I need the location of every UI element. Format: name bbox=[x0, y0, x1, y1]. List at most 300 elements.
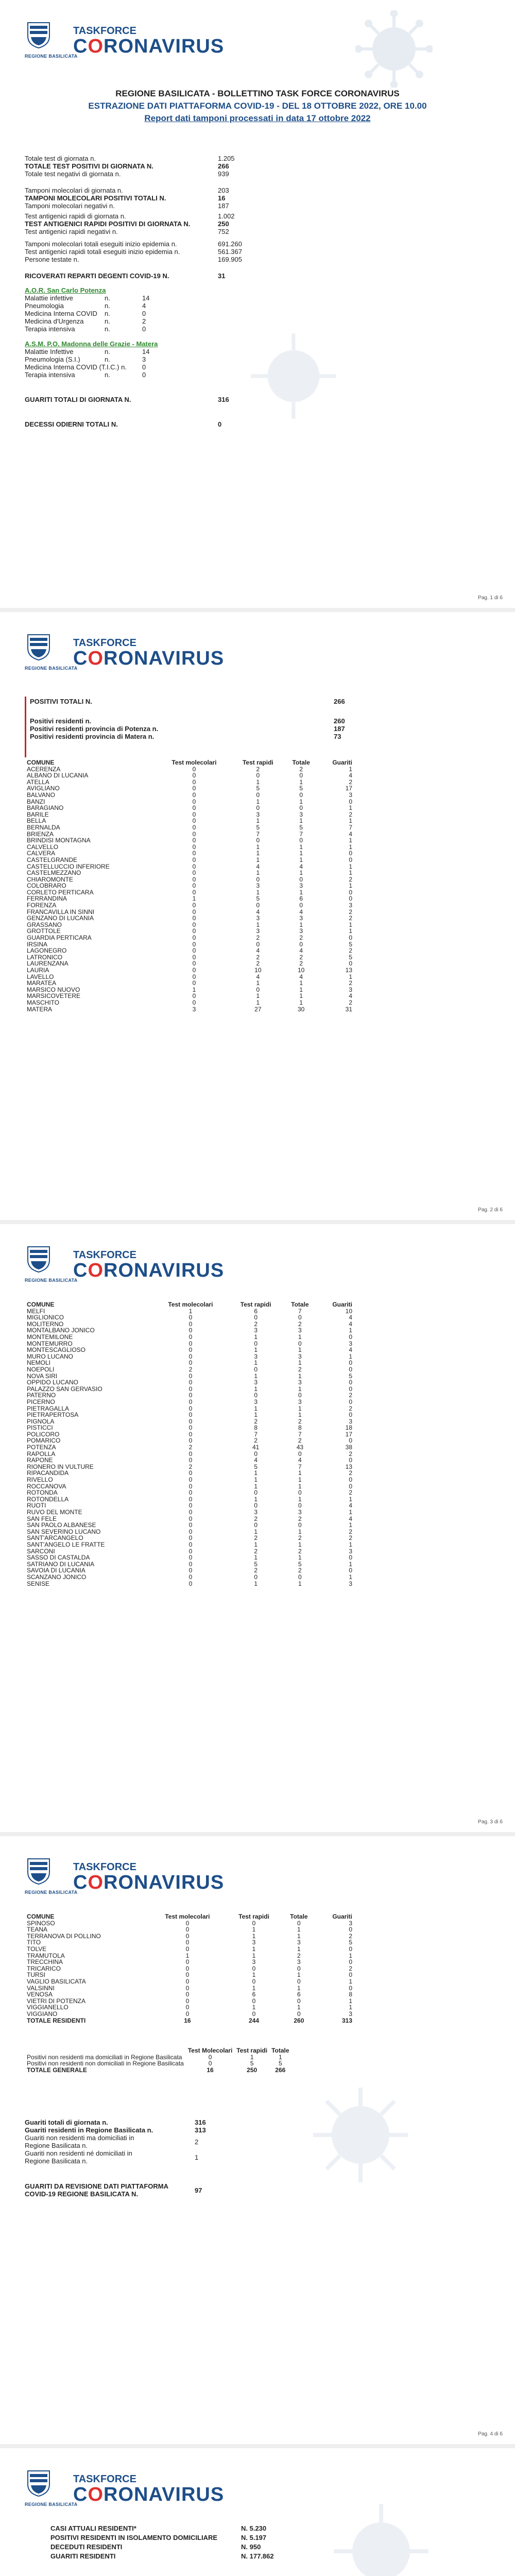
table-cell: 0 bbox=[185, 1984, 190, 1992]
table-cell: PALAZZO SAN GERVASIO bbox=[27, 1385, 102, 1393]
table-cell: 1 bbox=[349, 1352, 352, 1360]
table-cell: BERNALDA bbox=[27, 823, 60, 831]
taskforce-label: TASKFORCE bbox=[73, 25, 136, 37]
table-row bbox=[25, 837, 354, 844]
table-cell: 3 bbox=[349, 1547, 352, 1555]
table-cell: 0 bbox=[188, 1489, 193, 1497]
table-cell: 0 bbox=[299, 902, 303, 909]
table-cell: 244 bbox=[249, 2016, 260, 2024]
table-cell: 0 bbox=[254, 1450, 258, 1458]
table-cell: 2 bbox=[297, 1952, 301, 1959]
report-title-block bbox=[0, 88, 515, 125]
table-cell: 1 bbox=[254, 1482, 258, 1490]
table-cell: 0 bbox=[298, 1392, 302, 1399]
report-header bbox=[25, 22, 225, 63]
column-header: COMUNE bbox=[27, 1301, 55, 1308]
table-cell: CASTELMEZZANO bbox=[27, 869, 81, 877]
table-row bbox=[25, 1998, 354, 2005]
table-cell: 0 bbox=[349, 895, 352, 903]
table-cell: 0 bbox=[185, 1991, 190, 1998]
table-cell: 0 bbox=[256, 837, 260, 844]
table-row bbox=[25, 1991, 354, 1998]
table-cell: 0 bbox=[349, 1971, 352, 1979]
table-cell: 1 bbox=[349, 1509, 352, 1516]
taskforce-logo bbox=[73, 1250, 224, 1281]
region-label: REGIONE BASILICATA bbox=[25, 1890, 78, 1895]
table-cell: 0 bbox=[185, 2004, 190, 2011]
table-cell: 2 bbox=[254, 1417, 258, 1425]
table-cell: 2 bbox=[254, 1567, 258, 1574]
rapid-test-stats: Test antigenici rapidi di giornata n. 1.002 TEST ANTIGENICI RAPIDI POSITIVI DI GIORNATA N. 250 Test antigenici rapidi negativi n. 752 bbox=[25, 212, 235, 235]
table-cell: MURO LUCANO bbox=[27, 1352, 74, 1360]
table-cell: 0 bbox=[349, 1365, 352, 1373]
table-cell: 5 bbox=[250, 2060, 254, 2067]
table-cell: 1 bbox=[299, 992, 303, 1000]
table-row bbox=[25, 1581, 354, 1587]
table-cell: 1 bbox=[349, 869, 352, 877]
table-cell: 30 bbox=[298, 1005, 305, 1013]
table-header-row bbox=[25, 1301, 354, 1308]
table-cell: 1 bbox=[298, 1359, 302, 1367]
table-cell: 2 bbox=[298, 1534, 302, 1542]
recovered-breakdown: Guariti totali di giornata n. 316 Guariti residenti in Regione Basilicata n. 313 Guariti non residenti ma domiciliati in Regione Basilicata n. 2 Guariti non residenti né domiciliati in Regione Basilicata n. 1 bbox=[25, 2119, 206, 2165]
table-cell: 0 bbox=[188, 1515, 193, 1522]
table-cell: 2 bbox=[299, 960, 303, 968]
table-cell: 0 bbox=[349, 798, 352, 805]
table-cell: 1 bbox=[297, 1945, 301, 1953]
table-cell: 7 bbox=[256, 830, 260, 838]
column-header: COMUNE bbox=[27, 1913, 55, 1920]
table-cell: 0 bbox=[192, 927, 196, 935]
table-cell: 0 bbox=[188, 1392, 193, 1399]
table-row bbox=[25, 954, 354, 961]
table-row bbox=[25, 1978, 354, 1985]
table-cell: 2 bbox=[349, 875, 352, 883]
table-cell: 4 bbox=[256, 973, 260, 980]
table-cell: 7 bbox=[254, 1430, 258, 1438]
table-cell: 5 bbox=[299, 823, 303, 831]
column-header: Totale bbox=[292, 759, 310, 766]
table-cell: 0 bbox=[349, 1385, 352, 1393]
table-cell: 0 bbox=[185, 1997, 190, 2005]
table-cell: 3 bbox=[349, 2010, 352, 2018]
table-cell: GRASSANO bbox=[27, 921, 62, 928]
table-cell: 0 bbox=[254, 1489, 258, 1497]
table-cell: 0 bbox=[188, 1327, 193, 1334]
table-cell: 5 bbox=[349, 940, 352, 948]
table-cell: 0 bbox=[299, 791, 303, 799]
table-cell: 2 bbox=[349, 1404, 352, 1412]
table-cell: 0 bbox=[254, 1392, 258, 1399]
table-row bbox=[25, 1953, 354, 1959]
table-cell: CASTELGRANDE bbox=[27, 856, 78, 863]
cumulative-summary: CASI ATTUALI RESIDENTI* N. 5.230 POSITIVI RESIDENTI IN ISOLAMENTO DOMICILIARE N. 5.197 DECEDUTI RESIDENTI N. 950 GUARITI RESIDENTI N. 177.862 bbox=[50, 2524, 274, 2560]
table-cell: 5 bbox=[254, 1560, 258, 1568]
table-cell: 1 bbox=[250, 2053, 254, 2061]
table-cell: 0 bbox=[298, 1340, 302, 1347]
table-cell: 0 bbox=[349, 1958, 352, 1966]
table-cell: 3 bbox=[192, 1005, 196, 1013]
table-cell: 5 bbox=[349, 1372, 352, 1380]
table-row bbox=[25, 980, 354, 987]
table-cell: 0 bbox=[252, 2010, 256, 2018]
table-cell: 0 bbox=[192, 902, 196, 909]
coronavirus-label: CORONAVIRUS bbox=[73, 2484, 225, 2505]
table-cell: TOTALE GENERALE bbox=[27, 2066, 87, 2074]
table-cell: PIETRAPERTOSA bbox=[27, 1411, 79, 1419]
table-cell: 10 bbox=[345, 1307, 352, 1315]
table-cell: 0 bbox=[298, 1489, 302, 1497]
column-header: Test rapidi bbox=[242, 759, 273, 766]
table-cell: 1 bbox=[254, 1385, 258, 1393]
daily-totals: Totale test di giornata n. 1.205 TOTALE TEST POSITIVI DI GIORNATA N. 266 Totale test negativi di giornata n. 939 bbox=[25, 155, 235, 178]
table-cell: 0 bbox=[252, 1964, 256, 1972]
region-crest-icon bbox=[27, 634, 50, 660]
table-cell: NOVA SIRI bbox=[27, 1372, 58, 1380]
table-cell: 0 bbox=[349, 1984, 352, 1992]
table-cell: 27 bbox=[254, 1005, 262, 1013]
report-subtitle: ESTRAZIONE DATI PIATTAFORMA COVID-19 - DEL 18 OTTOBRE 2022, ORE 10.00 bbox=[88, 101, 427, 111]
table-cell: MATERA bbox=[27, 1005, 53, 1013]
table-cell: 0 bbox=[349, 1554, 352, 1562]
table-cell: 1 bbox=[299, 817, 303, 825]
table-cell: 260 bbox=[294, 2016, 304, 2024]
table-cell: LAURIA bbox=[27, 967, 49, 974]
table-cell: 1 bbox=[349, 862, 352, 870]
table-cell: PICERNO bbox=[27, 1398, 55, 1405]
table-cell: 1 bbox=[298, 1482, 302, 1490]
table-cell: 1 bbox=[349, 804, 352, 812]
table-cell: 0 bbox=[256, 804, 260, 812]
table-cell: 3 bbox=[252, 1958, 256, 1966]
table-cell: 4 bbox=[349, 1346, 352, 1354]
table-cell: 1 bbox=[252, 1945, 256, 1953]
table-cell: 3 bbox=[299, 882, 303, 890]
table-cell: 1 bbox=[254, 1372, 258, 1380]
table-cell: RUVO DEL MONTE bbox=[27, 1509, 82, 1516]
table-cell: 0 bbox=[192, 785, 196, 792]
table-cell: 1 bbox=[252, 1926, 256, 1934]
table-cell: 0 bbox=[185, 1958, 190, 1966]
region-label: REGIONE BASILICATA bbox=[25, 666, 78, 671]
table-cell: 1 bbox=[256, 979, 260, 987]
table-cell: POMARICO bbox=[27, 1437, 61, 1445]
table-cell: RAPONE bbox=[27, 1456, 53, 1464]
table-row bbox=[25, 1334, 354, 1341]
table-cell: 0 bbox=[185, 1964, 190, 1972]
region-logo bbox=[25, 1858, 78, 1899]
table-cell: 1 bbox=[252, 1984, 256, 1992]
table-cell: 2 bbox=[349, 1450, 352, 1458]
column-header: COMUNE bbox=[27, 759, 55, 766]
taskforce-label: TASKFORCE bbox=[73, 2473, 136, 2485]
page-3 bbox=[0, 1224, 515, 1832]
table-cell: VIETRI DI POTENZA bbox=[27, 1997, 86, 2005]
table-cell: SCANZANO JONICO bbox=[27, 1573, 87, 1581]
table-cell: ROTONDELLA bbox=[27, 1495, 69, 1503]
table-cell: 0 bbox=[192, 830, 196, 838]
table-cell: MIGLIONICO bbox=[27, 1314, 64, 1321]
table-cell: 0 bbox=[188, 1534, 193, 1542]
table-cell: 1 bbox=[299, 921, 303, 928]
table-cell: 0 bbox=[349, 1398, 352, 1405]
table-cell: 1 bbox=[256, 856, 260, 863]
table-cell: 5 bbox=[256, 785, 260, 792]
report-header bbox=[25, 1858, 225, 1899]
table-cell: 13 bbox=[345, 967, 352, 974]
table-cell: 1 bbox=[349, 1495, 352, 1503]
table-cell: 0 bbox=[188, 1528, 193, 1535]
table-cell: 4 bbox=[299, 862, 303, 870]
table-cell: MONTESCAGLIOSO bbox=[27, 1346, 86, 1354]
table-cell: 0 bbox=[188, 1450, 193, 1458]
table-cell: 0 bbox=[297, 2010, 301, 2018]
table-cell: 2 bbox=[349, 1528, 352, 1535]
table-cell: 0 bbox=[192, 850, 196, 857]
table-cell: 31 bbox=[345, 1005, 352, 1013]
column-header: Guariti bbox=[332, 1301, 352, 1308]
table-header-row bbox=[25, 2047, 291, 2054]
table-cell: 0 bbox=[192, 882, 196, 890]
table-row bbox=[25, 2011, 354, 2018]
table-cell: 3 bbox=[297, 1939, 301, 1946]
table-cell: VIGGIANELLO bbox=[27, 2004, 68, 2011]
table-cell: MELFI bbox=[27, 1307, 45, 1315]
table-cell: 8 bbox=[254, 1424, 258, 1432]
table-row bbox=[25, 1959, 354, 1965]
table-cell: 1 bbox=[298, 1469, 302, 1477]
table-cell: 2 bbox=[298, 1437, 302, 1445]
table-cell: 0 bbox=[252, 1919, 256, 1927]
table-row bbox=[25, 883, 354, 889]
table-cell: 0 bbox=[256, 940, 260, 948]
table-cell: 250 bbox=[247, 2066, 258, 2074]
taskforce-logo bbox=[73, 2474, 224, 2505]
table-cell: 0 bbox=[297, 1997, 301, 2005]
table-row bbox=[25, 974, 354, 980]
table-cell: 0 bbox=[256, 772, 260, 779]
table-cell: 3 bbox=[298, 1398, 302, 1405]
table-row bbox=[25, 876, 354, 883]
table-cell: 3 bbox=[349, 1417, 352, 1425]
table-cell: 3 bbox=[349, 986, 352, 993]
table-cell: 1 bbox=[349, 1952, 352, 1959]
table-cell: 5 bbox=[254, 1463, 258, 1470]
table-row bbox=[25, 1379, 354, 1386]
table-cell: 4 bbox=[349, 992, 352, 1000]
table-cell: 1 bbox=[254, 1528, 258, 1535]
column-header: Guariti bbox=[332, 1913, 352, 1920]
table-row bbox=[25, 811, 354, 818]
table-cell: VENOSA bbox=[27, 1991, 53, 1998]
table-cell: 0 bbox=[254, 1573, 258, 1581]
virus-watermark-icon bbox=[309, 2083, 412, 2187]
table-cell: 0 bbox=[188, 1456, 193, 1464]
table-cell: 0 bbox=[188, 1359, 193, 1367]
table-cell: 2 bbox=[188, 1365, 193, 1373]
region-label: REGIONE BASILICATA bbox=[25, 54, 78, 59]
table-row bbox=[25, 1347, 354, 1353]
table-cell: 0 bbox=[297, 1964, 301, 1972]
table-row bbox=[25, 993, 354, 999]
table-cell: 0 bbox=[192, 934, 196, 942]
table-cell: 0 bbox=[192, 843, 196, 851]
table-cell: 1 bbox=[256, 998, 260, 1006]
table-cell: 17 bbox=[345, 1430, 352, 1438]
table-cell: 1 bbox=[298, 1580, 302, 1587]
table-cell: 0 bbox=[188, 1469, 193, 1477]
table-cell: 0 bbox=[192, 979, 196, 987]
table-cell: 0 bbox=[192, 862, 196, 870]
table-cell: MOLITERNO bbox=[27, 1320, 64, 1328]
table-cell: 1 bbox=[349, 1540, 352, 1548]
taskforce-logo bbox=[73, 638, 224, 669]
page-4 bbox=[0, 1836, 515, 2444]
table-row bbox=[25, 1933, 354, 1940]
table-cell: 0 bbox=[349, 960, 352, 968]
page-number: Pag. 4 di 6 bbox=[478, 2431, 503, 2437]
table-cell: PIGNOLA bbox=[27, 1417, 55, 1425]
table-cell: 2 bbox=[299, 765, 303, 773]
table-cell: 1 bbox=[297, 1984, 301, 1992]
table-row bbox=[25, 889, 354, 896]
table-cell: 1 bbox=[256, 921, 260, 928]
page-number: Pag. 1 di 6 bbox=[478, 595, 503, 601]
table-cell: 2 bbox=[349, 979, 352, 987]
table-cell: NOEPOLI bbox=[27, 1365, 55, 1373]
table-cell: ATELLA bbox=[27, 778, 49, 786]
table-cell: 0 bbox=[192, 921, 196, 928]
table-cell: MARATEA bbox=[27, 979, 57, 987]
table-cell: 1 bbox=[349, 2004, 352, 2011]
page-number: Pag. 3 di 6 bbox=[478, 1819, 503, 1825]
table-row bbox=[25, 1314, 354, 1321]
table-cell: 7 bbox=[349, 823, 352, 831]
table-row bbox=[25, 844, 354, 851]
table-cell: 2 bbox=[298, 1417, 302, 1425]
table-cell: AVIGLIANO bbox=[27, 785, 60, 792]
table-row bbox=[25, 941, 354, 948]
table-cell: 1 bbox=[298, 1554, 302, 1562]
table-cell: LAGONEGRO bbox=[27, 947, 67, 955]
table-cell: 3 bbox=[297, 1958, 301, 1966]
column-header: Test molecolari bbox=[168, 1301, 213, 1308]
hospital-matera: A.S.M. P.O. Madonna delle Grazie - Matera Malattie Infettive n. 14 Pneumologia (S.I.) n. 3 Medicina Interna COVID (T.I.C.) n. 0 Terapia intensiva n. 0 bbox=[25, 340, 158, 379]
table-cell: 2 bbox=[349, 1932, 352, 1940]
table-cell: 0 bbox=[254, 1521, 258, 1529]
table-cell: SPINOSO bbox=[27, 1919, 55, 1927]
table-cell: 0 bbox=[192, 804, 196, 812]
table-cell: 2 bbox=[254, 1534, 258, 1542]
recovered-today: GUARITI TOTALI DI GIORNATA N. 316 bbox=[25, 396, 229, 403]
table-cell: 0 bbox=[188, 1437, 193, 1445]
column-header: Test rapidi bbox=[238, 1913, 269, 1920]
table-cell: 2 bbox=[349, 947, 352, 955]
table-row bbox=[25, 1965, 354, 1972]
table-cell: 3 bbox=[349, 1919, 352, 1927]
table-cell: 0 bbox=[192, 888, 196, 896]
table-cell: 0 bbox=[297, 1977, 301, 1985]
table-cell: 2 bbox=[298, 1567, 302, 1574]
table-cell: 0 bbox=[192, 875, 196, 883]
table-cell: 3 bbox=[299, 810, 303, 818]
table-row bbox=[25, 1554, 354, 1561]
table-cell: FORENZA bbox=[27, 902, 57, 909]
table-cell: 0 bbox=[298, 1314, 302, 1321]
table-cell: 1 bbox=[298, 1404, 302, 1412]
table-cell: 1 bbox=[254, 1346, 258, 1354]
taskforce-logo bbox=[73, 26, 224, 57]
table-cell: 1 bbox=[254, 1580, 258, 1587]
table-cell: 1 bbox=[349, 921, 352, 928]
region-logo bbox=[25, 1246, 78, 1287]
table-cell: 0 bbox=[349, 1926, 352, 1934]
table-cell: CALVERA bbox=[27, 850, 56, 857]
table-cell: TITO bbox=[27, 1939, 41, 1946]
table-row bbox=[25, 1926, 354, 1933]
column-header: Test rapidi bbox=[240, 1301, 271, 1308]
table-cell: 0 bbox=[188, 1502, 193, 1510]
table-cell: 0 bbox=[349, 1482, 352, 1490]
table-total-row bbox=[25, 2018, 354, 2024]
table-cell: 0 bbox=[256, 875, 260, 883]
table-cell: RIPACANDIDA bbox=[27, 1469, 69, 1477]
table-row bbox=[25, 1412, 354, 1418]
report-header bbox=[25, 634, 225, 675]
table-cell: 0 bbox=[192, 940, 196, 948]
table-cell: 5 bbox=[278, 2060, 282, 2067]
table-cell: 2 bbox=[254, 1320, 258, 1328]
table-cell: 0 bbox=[299, 804, 303, 812]
table-cell: 1 bbox=[299, 850, 303, 857]
table-cell: 0 bbox=[192, 992, 196, 1000]
table-cell: 1 bbox=[299, 856, 303, 863]
table-cell: 1 bbox=[349, 843, 352, 851]
taskforce-label: TASKFORCE bbox=[73, 637, 136, 649]
municipality-table bbox=[25, 1301, 354, 1587]
table-cell: SAN SEVERINO LUCANO bbox=[27, 1528, 101, 1535]
virus-watermark-icon bbox=[330, 2500, 433, 2576]
table-cell: FERRANDINA bbox=[27, 895, 67, 903]
table-cell: 5 bbox=[256, 895, 260, 903]
table-row bbox=[25, 1509, 354, 1516]
region-crest-icon bbox=[27, 1858, 50, 1885]
table-cell: 6 bbox=[254, 1307, 258, 1315]
table-cell: POTENZA bbox=[27, 1444, 56, 1451]
table-cell: 4 bbox=[256, 862, 260, 870]
column-header: Test molecolari bbox=[165, 1913, 210, 1920]
page-5 bbox=[0, 2448, 515, 2576]
table-row bbox=[25, 967, 354, 974]
non-resident-table bbox=[25, 2047, 291, 2073]
table-cell: IRSINA bbox=[27, 940, 48, 948]
table-cell: 0 bbox=[192, 998, 196, 1006]
table-cell: 1 bbox=[252, 1932, 256, 1940]
table-cell: 16 bbox=[184, 2016, 191, 2024]
hospital-potenza: A.O.R. San Carlo Potenza Malattie infettive n. 14 Pneumologia n. 4 Medicina Interna COVID n. 0 Medicina d'Urgenza n. 2 Terapia intensiva n. 0 bbox=[25, 286, 150, 333]
table-cell: 4 bbox=[349, 1502, 352, 1510]
table-cell: 1 bbox=[299, 778, 303, 786]
table-cell: GUARDIA PERTICARA bbox=[27, 934, 92, 942]
table-cell: 1 bbox=[254, 1476, 258, 1484]
table-cell: GENZANO DI LUCANIA bbox=[27, 914, 94, 922]
table-cell: 0 bbox=[192, 837, 196, 844]
table-row bbox=[25, 1920, 354, 1927]
table-cell: 1 bbox=[299, 979, 303, 987]
table-cell: 1 bbox=[349, 817, 352, 825]
table-cell: 1 bbox=[254, 1495, 258, 1503]
table-cell: SANT'ARCANGELO bbox=[27, 1534, 83, 1542]
